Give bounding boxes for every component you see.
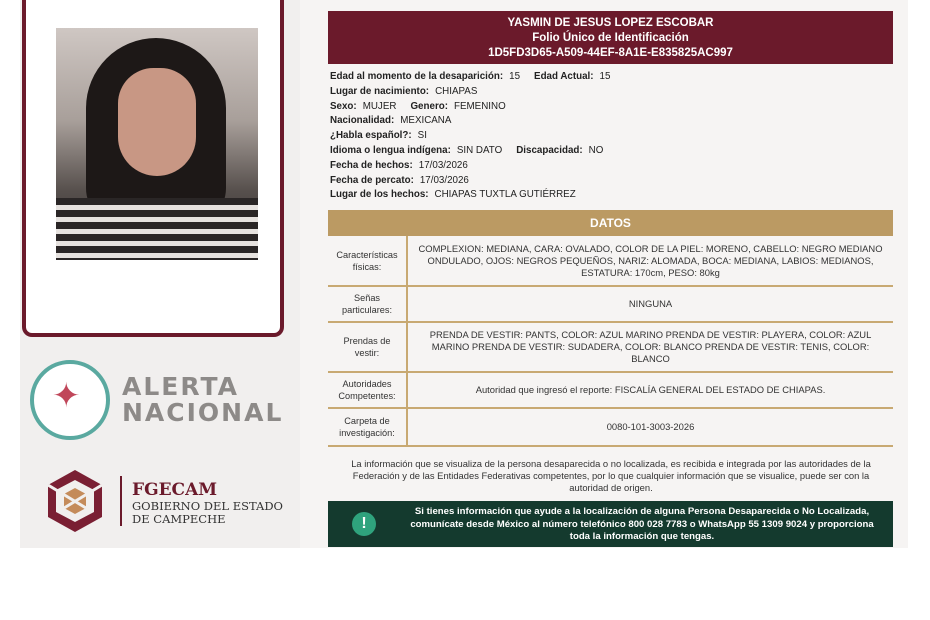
discapacidad-label: Discapacidad:	[516, 144, 583, 156]
help-banner	[328, 501, 893, 547]
person-details	[330, 70, 890, 203]
nacionalidad-value: MEXICANA	[400, 115, 452, 127]
person-name: YASMIN DE JESUS LOPEZ ESCOBAR	[507, 17, 714, 29]
edad-actual-label: Edad Actual:	[534, 71, 594, 82]
folio-label: Folio Único de Identificación	[532, 32, 689, 44]
person-header	[328, 11, 893, 64]
row-value: 0080-101-3003-2026	[407, 408, 893, 446]
table-row	[328, 286, 893, 322]
discapacidad-value: NO	[588, 144, 604, 156]
genero-value: FEMENINO	[454, 100, 506, 112]
row-key: Señas particulares:	[328, 286, 407, 322]
alerta-nacional-logo	[30, 360, 284, 440]
table-row	[328, 408, 893, 446]
alerta-line-1: ALERTA	[122, 372, 239, 401]
photo-frame	[22, 0, 284, 337]
idioma-value: SIN DATO	[456, 144, 503, 156]
fecha-percato-label: Fecha de percato:	[330, 174, 414, 186]
lugar-hechos-label: Lugar de los hechos:	[330, 189, 429, 201]
help-text: Si tienes información que ayude a la localización de alguna Persona Desaparecida o No Localizada, comunícate desde México al número telefónico 800 028 7783 o WhatsApp 55 1309 9024 y proporciona toda la información que tengas.	[410, 506, 874, 542]
row-key: Prendas de vestir:	[328, 322, 407, 372]
edad-label: Edad al momento de la desaparición:	[330, 71, 504, 82]
table-row	[328, 322, 893, 372]
alerta-emblem-icon: ✦	[30, 360, 110, 440]
exclamation-icon: !	[352, 512, 376, 536]
row-value: COMPLEXION: MEDIANA, CARA: OVALADO, COLOR DE LA PIEL: MORENO, CABELLO: NEGRO MEDIANO ONDULADO, OJOS: NEGROS PEQUEÑOS, NARIZ: ALOMADA, BOCA: MEDIANA, LABIOS: MEDIANOS, ESTATURA: 170cm, PESO: 80kg	[407, 236, 893, 286]
lugar-nacimiento-value: CHIAPAS	[435, 85, 478, 97]
fecha-hechos-value: 17/03/2026	[418, 159, 468, 171]
fgecam-logo	[40, 468, 300, 538]
sexo-value: MUJER	[362, 100, 397, 112]
row-key: Características físicas:	[328, 236, 407, 286]
row-value: Autoridad que ingresó el reporte: FISCALÍA GENERAL DEL ESTADO DE CHIAPAS.	[407, 372, 893, 408]
disclaimer-text: La información que se visualiza de la persona desaparecida o no localizada, es recibida e integrada por las autoridades de la Federación y de las Entidades Federativas competentes, por lo que cualquier información que se visualice, puede ser con la autoridad de origen.	[351, 458, 871, 493]
fecha-hechos-label: Fecha de hechos:	[330, 159, 413, 171]
row-key: Carpeta de investigación:	[328, 408, 407, 446]
fgecam-emblem-icon	[44, 468, 106, 534]
genero-label: Genero:	[410, 100, 448, 112]
datos-table	[328, 236, 893, 447]
edad-value: 15	[509, 71, 521, 82]
fgecam-title: FGECAM	[132, 480, 218, 500]
row-value: PRENDA DE VESTIR: PANTS, COLOR: AZUL MARINO PRENDA DE VESTIR: PLAYERA, COLOR: AZUL MARINO PRENDA DE VESTIR: SUDADERA, COLOR: BLANCO PRENDA DE VESTIR: TENIS, COLOR: BLANCO	[407, 322, 893, 372]
row-key: Autoridades Competentes:	[328, 372, 407, 408]
idioma-label: Idioma o lengua indígena:	[330, 144, 451, 156]
row-value: NINGUNA	[407, 286, 893, 322]
alerta-line-2: NACIONAL	[122, 398, 284, 427]
fecha-percato-value: 17/03/2026	[419, 174, 469, 186]
lugar-nacimiento-label: Lugar de nacimiento:	[330, 85, 430, 97]
table-row	[328, 372, 893, 408]
nacionalidad-label: Nacionalidad:	[330, 115, 395, 127]
habla-value: SI	[417, 130, 427, 142]
lugar-hechos-value: CHIAPAS TUXTLA GUTIÉRREZ	[434, 189, 576, 201]
fgecam-subtitle-2: DE CAMPECHE	[132, 512, 226, 526]
datos-header: DATOS	[328, 210, 893, 236]
folio-value: 1D5FD3D65-A509-44EF-8A1E-E835825AC997	[488, 47, 733, 59]
table-row	[328, 236, 893, 286]
edad-actual-value: 15	[599, 71, 611, 82]
person-photo	[56, 28, 258, 260]
fgecam-subtitle-1: GOBIERNO DEL ESTADO	[132, 499, 283, 513]
sexo-label: Sexo:	[330, 100, 357, 112]
habla-label: ¿Habla español?:	[330, 130, 412, 142]
